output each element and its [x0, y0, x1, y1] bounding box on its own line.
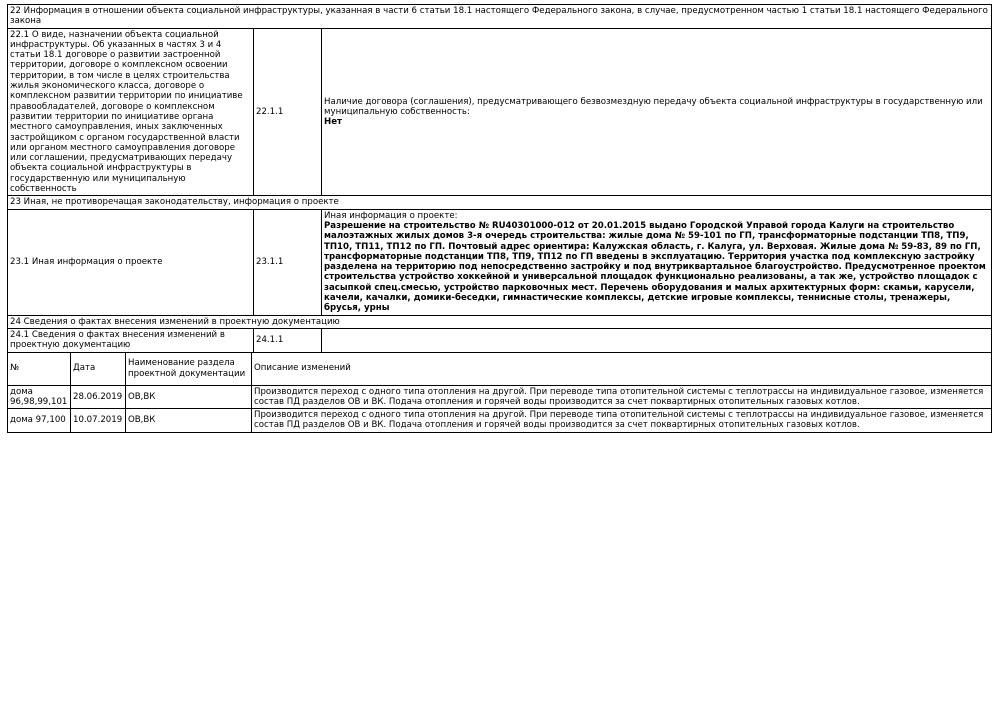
col-section-header: Наименование раздела проектной документации — [126, 352, 252, 385]
row-num: дома 97,100 — [8, 409, 71, 433]
row-desc: Производится переход с одного типа отопления на другой. При переводе типа отопительной системы с теплотрассы на индивидуальное газовое, изменяется состав ПД разделов ОВ и ВК. Подача отопления и горячей воды производится за счет поквартирных отопительных газовых котлов. — [252, 409, 992, 433]
section-22-row — [8, 28, 992, 196]
col-desc-header: Описание изменений — [252, 352, 992, 385]
row-desc: Производится переход с одного типа отопления на другой. При переводе типа отопительной системы с теплотрассы на индивидуальное газовое, изменяется состав ПД разделов ОВ и ВК. Подача отопления и горячей воды производится за счет поквартирных отопительных газовых котлов. — [252, 385, 992, 409]
section-24-empty — [322, 328, 992, 352]
section-23-value: Разрешение на строительство № RU40301000-012 от 20.01.2015 выдано Городской Управой города Калуги на строительство малоэтажных жилых домов 3-я очередь строительства: жилые дома № 59-101 по ГП, трансформаторные подстанции ТП8, ТП9, ТП10, ТП11, ТП12 по ГП. Почтовый адрес ориентира: Калужская область, г. Калуга, ул. Верховая. Жилые дома № 59-83, 89 по ГП, трансформаторные подстанции ТП8, ТП9, ТП12 по ГП введены в эксплуатацию. Территория участка под комплексную застройку разделена на территорию под непосредственно застройку и под внутриквартальное благоустройство. Предусмотренное проектом строительства устройство хоккейной и универсальной площадок функционально реализованы, а так же, устройство площадок с засыпкой спец.смесью, устройство парковочных мест. Перечень оборудования и малых архитектурных форм: скамьи, карусели, качели, качалки, домики-беседки, гимнастические комплексы, детские игровые комплексы, теннисные столы, тренажеры, брусья, урны — [324, 220, 986, 314]
section-22-header-row — [8, 5, 992, 29]
table-row — [8, 409, 992, 433]
section-22-desc: Наличие договора (соглашения), предусматривающего безвозмездную передачу объекта социальной инфраструктуры в государственную или муниципальную собственность: — [324, 96, 983, 117]
section-23-desc-label: Иная информация о проекте: — [324, 210, 458, 221]
section-22-row-label: 22.1 О виде, назначении объекта социальной инфраструктуры. Об указанных в частях 3 и 4 статьи 18.1 договоре о развитии застроенной территории, договоре о комплексном освоении территории, в том числе в целях строительства жилья экономического класса, договоре о комплексном развитии территории по инициативе правообладателей, договоре о комплексном развитии территории по инициативе органа местного самоуправления, иных заключенных застройщиком с органом государственной власти или органом местного самоуправления договоре или соглашении, предусматривающих передачу объекта социальной инфраструктуры в государственную или муниципальную собственность — [8, 28, 254, 196]
table-row — [8, 385, 992, 409]
col-date-header: Дата — [71, 352, 126, 385]
section-23-header: 23 Иная, не противоречащая законодательству, информация о проекте — [8, 196, 992, 209]
main-table — [7, 4, 992, 353]
section-24-row — [8, 328, 992, 352]
section-24-header-row — [8, 315, 992, 328]
row-section: ОВ,ВК — [126, 409, 252, 433]
section-24-row-label: 24.1 Сведения о фактах внесения изменений в проектную документацию — [8, 328, 254, 352]
section-23-row — [8, 209, 992, 315]
changes-table — [7, 352, 992, 433]
row-section: ОВ,ВК — [126, 385, 252, 409]
section-24-code: 24.1.1 — [254, 328, 322, 352]
changes-header-row — [8, 352, 992, 385]
section-22-header: 22 Информация в отношении объекта социальной инфраструктуры, указанная в части 6 статьи 18.1 настоящего Федерального закона, в случае, предусмотренном частью 1 статьи 18.1 настоящего Федерального закона — [8, 5, 992, 29]
section-23-row-label: 23.1 Иная информация о проекте — [8, 209, 254, 315]
section-22-content — [322, 28, 992, 196]
row-date: 28.06.2019 — [71, 385, 126, 409]
section-22-value: Нет — [324, 117, 343, 128]
section-22-code: 22.1.1 — [254, 28, 322, 196]
col-num-header: № — [8, 352, 71, 385]
document-sheet — [7, 4, 991, 433]
section-23-code: 23.1.1 — [254, 209, 322, 315]
section-23-content — [322, 209, 992, 315]
section-23-header-row — [8, 196, 992, 209]
row-num: дома 96,98,99,101 — [8, 385, 71, 409]
section-24-header: 24 Сведения о фактах внесения изменений в проектную документацию — [8, 315, 992, 328]
row-date: 10.07.2019 — [71, 409, 126, 433]
